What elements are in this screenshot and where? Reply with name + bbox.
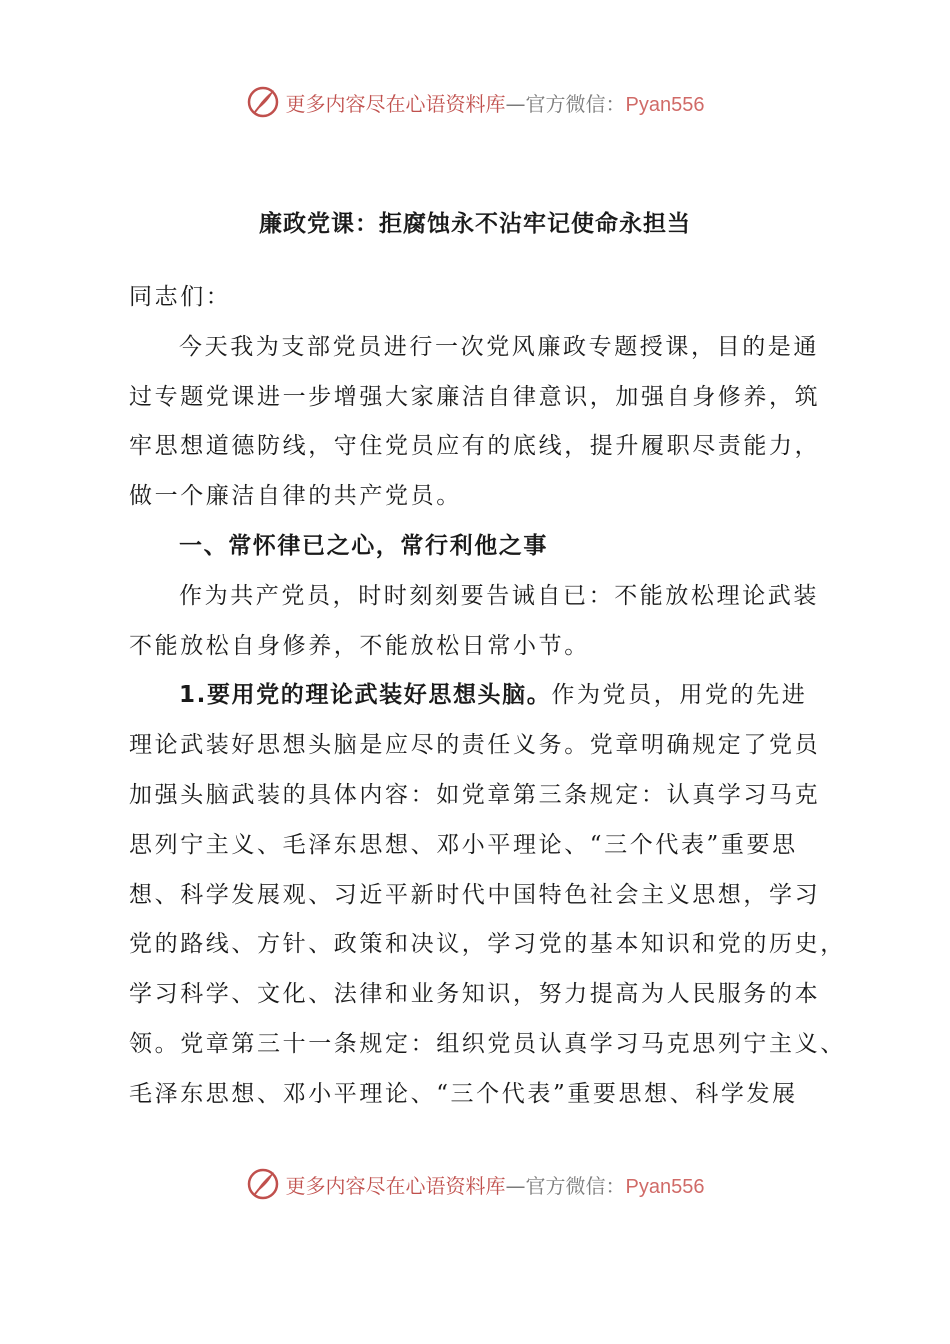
- paragraph-line: 党的路线、方针、政策和决议，学习党的基本知识和党的历史，: [129, 931, 846, 958]
- paragraph-line: 牢思想道德防线，守住党员应有的底线，提升履职尽责能力，: [129, 433, 821, 460]
- paragraph-line: 作为共产党员，时时刻刻要告诫自已：不能放松理论武装: [179, 582, 819, 609]
- watermark-main: 更多内容尽在心语资料库: [285, 1173, 506, 1198]
- subsection-heading: 1.要用党的理论武装好思想头脑。: [179, 682, 552, 709]
- paragraph-line: 理论武装好思想头脑是应尽的责任义务。党章明确规定了党员: [129, 732, 821, 759]
- paragraph-line: 过专题党课进一步增强大家廉洁自律意识，加强自身修养，筑: [129, 383, 821, 410]
- watermark-wechat-id: Pyan556: [625, 1175, 705, 1198]
- document-title: 廉政党课：拒腐蚀永不沾牢记使命永担当: [259, 211, 691, 237]
- paragraph-text: 作为党员，用党的先进: [551, 682, 808, 709]
- watermark-text: [286, 88, 705, 117]
- watermark-group: [246, 85, 705, 119]
- paragraph-line: 学习科学、文化、法律和业务知识，努力提高为人民服务的本: [129, 981, 821, 1008]
- footer-watermark-banner: [0, 1164, 950, 1204]
- paragraph-line: 不能放松自身修养，不能放松日常小节。: [129, 632, 590, 659]
- document-body: [129, 273, 846, 1120]
- quill-logo-icon: [246, 85, 280, 119]
- watermark-wechat-label: 官方微信：: [525, 1173, 626, 1198]
- header-watermark-banner: [0, 82, 950, 122]
- paragraph-line: 加强头脑武装的具体内容：如党章第三条规定：认真学习马克: [129, 781, 821, 808]
- quill-logo-icon: [246, 1167, 280, 1201]
- paragraph-line: 领。党章第三十一条规定：组织党员认真学习马克思列宁主义、: [129, 1030, 846, 1057]
- watermark-main: 更多内容尽在心语资料库: [285, 91, 506, 116]
- paragraph-line: 思列宁主义、毛泽东思想、邓小平理论、“三个代表”重要思: [129, 831, 798, 858]
- section-heading: 一、常怀律已之心，常行利他之事: [179, 532, 548, 559]
- watermark-text: [286, 1170, 705, 1199]
- watermark-group: [246, 1167, 705, 1201]
- watermark-wechat-id: Pyan556: [625, 93, 705, 116]
- watermark-separator: —: [505, 1173, 526, 1198]
- paragraph-line: 今天我为支部党员进行一次党风廉政专题授课，目的是通: [179, 333, 819, 360]
- salutation: 同志们：: [129, 284, 232, 310]
- paragraph-line: 想、科学发展观、习近平新时代中国特色社会主义思想，学习: [129, 881, 821, 908]
- paragraph-line: 做一个廉洁自律的共产党员。: [129, 483, 462, 510]
- paragraph-line: [129, 671, 834, 721]
- watermark-separator: —: [505, 91, 526, 116]
- paragraph-line: 毛泽东思想、邓小平理论、“三个代表”重要思想、科学发展: [129, 1080, 798, 1107]
- watermark-wechat-label: 官方微信：: [525, 91, 626, 116]
